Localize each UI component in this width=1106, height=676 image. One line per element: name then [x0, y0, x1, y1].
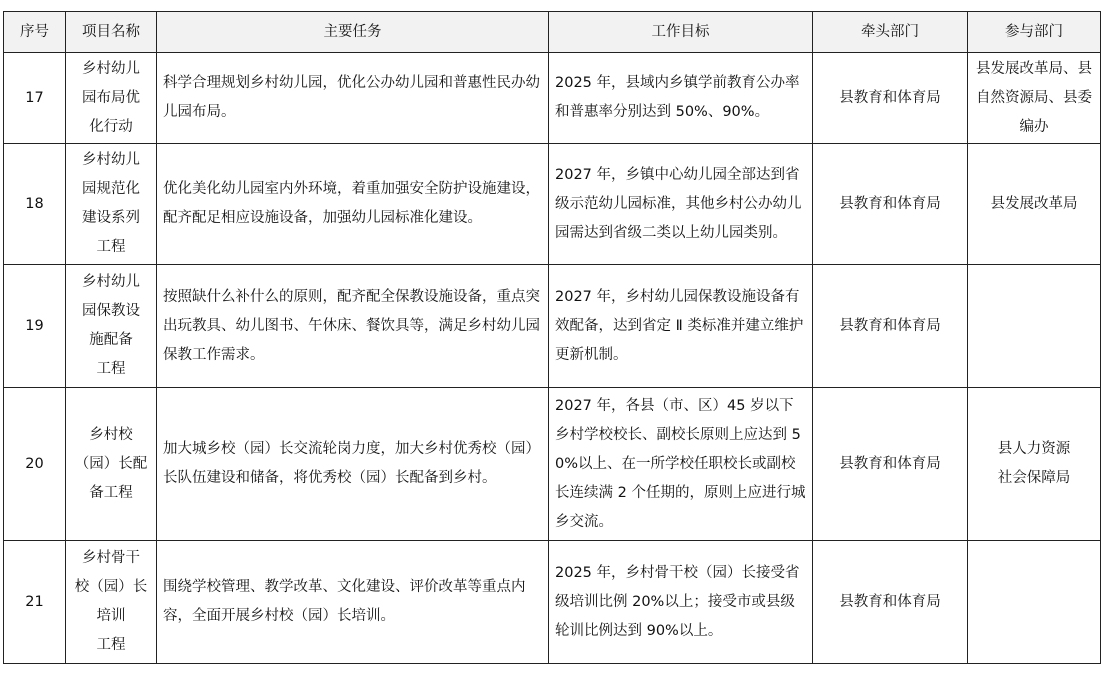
- header-participate: 参与部门: [968, 12, 1101, 53]
- row-lead: 县教育和体育局: [813, 144, 968, 265]
- row-task: 加大城乡校（园）长交流轮岗力度，加大乡村优秀校（园）长队伍建设和储备，将优秀校（园）长配备到乡村。: [157, 388, 549, 541]
- row-name-line: 校（园）长: [74, 579, 148, 595]
- row-name: [66, 541, 157, 664]
- project-table: [3, 11, 1101, 664]
- row-name-line: 乡村幼儿: [82, 60, 140, 77]
- table-row: [4, 53, 1101, 144]
- row-task: 围绕学校管理、教学改革、文化建设、评价改革等重点内容，全面开展乡村校（园）长培训。: [157, 541, 549, 664]
- table-row: [4, 388, 1101, 541]
- header-goal: 工作目标: [549, 12, 813, 53]
- row-participate-line: 县发展改革局、县: [976, 60, 1092, 77]
- table-row: [4, 541, 1101, 664]
- row-goal: 2027 年，各县（市、区）45 岁以下乡村学校校长、副校长原则上应达到 50%以上、在一所学校任职校长或副校长连续满 2 个任期的，原则上应进行城乡交流。: [549, 388, 813, 541]
- row-task: 按照缺什么补什么的原则，配齐配全保教设施设备，重点突出玩教具、幼儿图书、午休床、餐饮具等，满足乡村幼儿园保教工作需求。: [157, 265, 549, 388]
- row-no: 19: [4, 265, 66, 388]
- row-name-line: 化行动: [89, 118, 133, 135]
- row-name-line: 园布局优: [82, 89, 140, 106]
- row-name-line: 乡村幼儿: [82, 274, 140, 290]
- row-name-line: 园规范化: [82, 181, 140, 197]
- row-lead: 县教育和体育局: [813, 53, 968, 144]
- row-no: 20: [4, 388, 66, 541]
- row-participate-line: 自然资源局、县委: [976, 89, 1092, 106]
- row-name-line: 培训: [96, 608, 126, 624]
- row-task: 优化美化幼儿园室内外环境，着重加强安全防护设施建设，配齐配足相应设施设备，加强幼儿园标准化建设。: [157, 144, 549, 265]
- row-name: [66, 53, 157, 144]
- row-participate: [968, 541, 1101, 664]
- row-name-line: 工程: [96, 361, 126, 377]
- row-name: [66, 144, 157, 265]
- row-goal: 2025 年，乡村骨干校（园）长接受省级培训比例 20%以上；接受市或县级轮训比例达到 90%以上。: [549, 541, 813, 664]
- row-goal: 2027 年，乡镇中心幼儿园全部达到省级示范幼儿园标准，其他乡村公办幼儿园需达到省级二类以上幼儿园类别。: [549, 144, 813, 265]
- header-row: [4, 12, 1101, 53]
- row-goal: 2025 年，县域内乡镇学前教育公办率和普惠率分别达到 50%、90%。: [549, 53, 813, 144]
- row-name-line: 建设系列: [82, 210, 140, 226]
- row-name-line: 工程: [96, 637, 126, 653]
- row-name-line: 乡村幼儿: [82, 152, 140, 168]
- row-participate-line: 县人力资源: [997, 441, 1071, 457]
- row-name-line: 备工程: [89, 484, 133, 501]
- row-participate: [968, 53, 1101, 144]
- row-name-line: 乡村校: [89, 426, 133, 443]
- header-task: 主要任务: [157, 12, 549, 53]
- header-no: 序号: [4, 12, 66, 53]
- row-no: 18: [4, 144, 66, 265]
- row-lead: 县教育和体育局: [813, 541, 968, 664]
- row-no: 21: [4, 541, 66, 664]
- row-lead: 县教育和体育局: [813, 265, 968, 388]
- row-name-line: （园）长配: [74, 455, 148, 472]
- row-lead: 县教育和体育局: [813, 388, 968, 541]
- row-participate-line: 编办: [1019, 118, 1049, 135]
- row-name-line: 工程: [96, 239, 126, 255]
- header-name: 项目名称: [66, 12, 157, 53]
- row-participate: [968, 265, 1101, 388]
- row-name-line: 园保教设: [82, 303, 140, 319]
- row-name-line: 乡村骨干: [82, 550, 140, 566]
- row-name: [66, 388, 157, 541]
- row-participate-line: 社会保障局: [997, 470, 1071, 486]
- table-row: [4, 265, 1101, 388]
- row-no: 17: [4, 53, 66, 144]
- row-name: [66, 265, 157, 388]
- row-task: 科学合理规划乡村幼儿园，优化公办幼儿园和普惠性民办幼儿园布局。: [157, 53, 549, 144]
- row-goal: 2027 年，乡村幼儿园保教设施设备有效配备，达到省定 Ⅱ 类标准并建立维护更新机制。: [549, 265, 813, 388]
- row-name-line: 施配备: [89, 332, 133, 348]
- row-participate: [968, 388, 1101, 541]
- table-row: [4, 144, 1101, 265]
- row-participate-line: 县发展改革局: [990, 195, 1078, 212]
- row-participate: [968, 144, 1101, 265]
- header-lead: 牵头部门: [813, 12, 968, 53]
